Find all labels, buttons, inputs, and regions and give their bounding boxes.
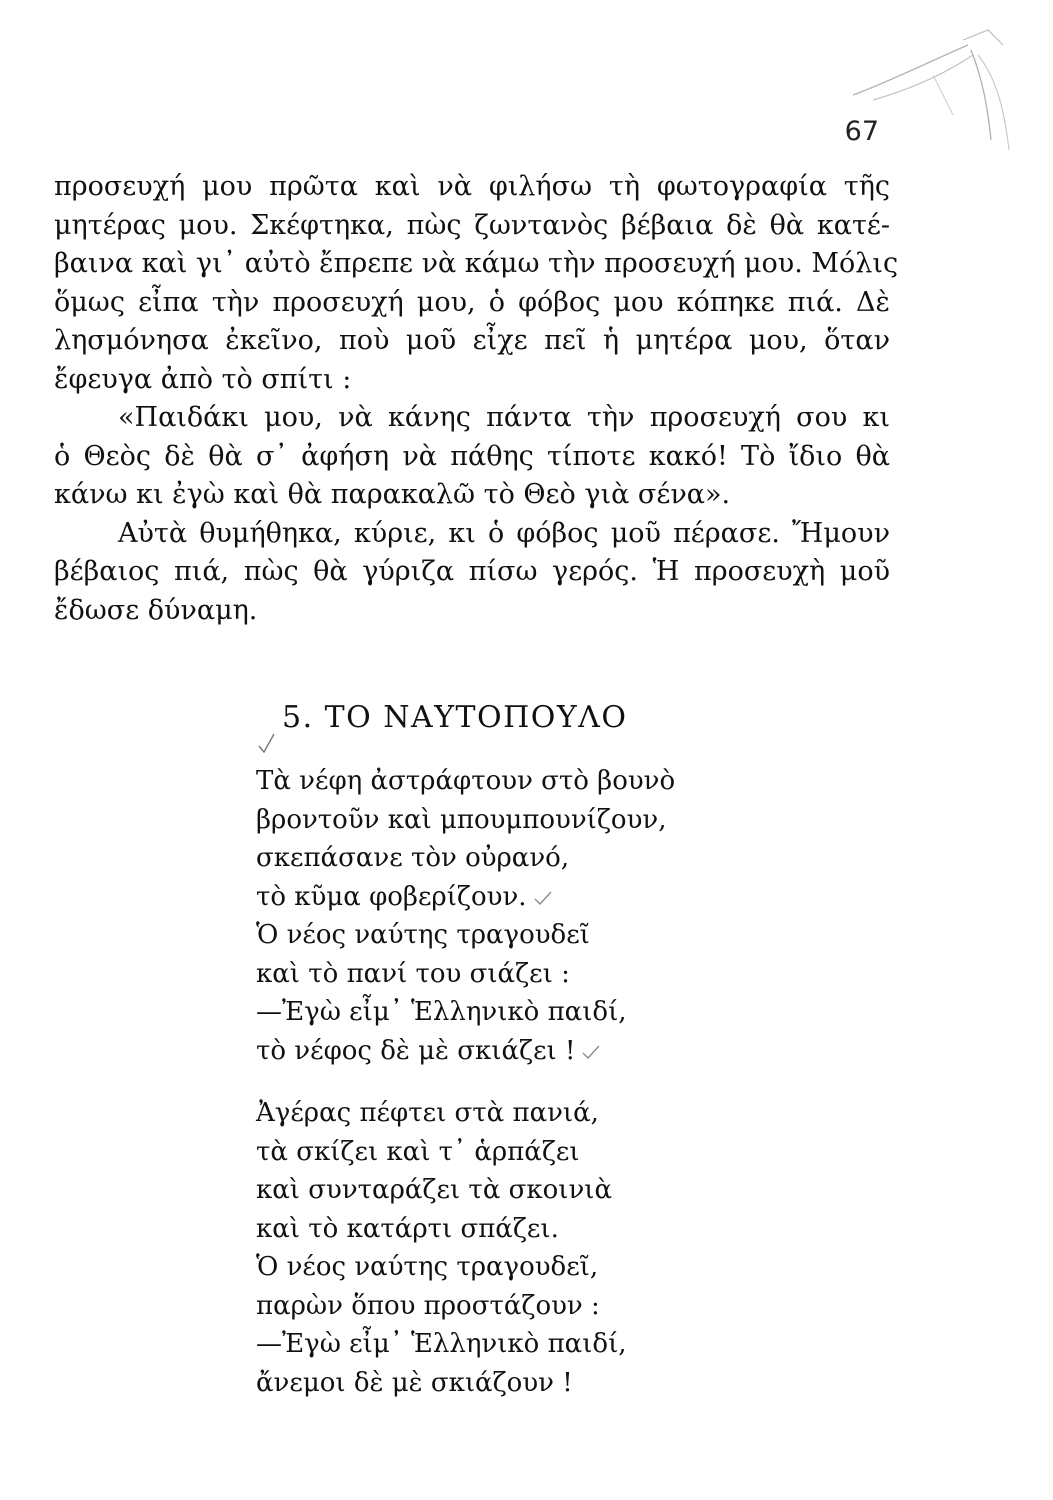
prose-line: ὁ Θεὸς δὲ θὰ σ᾽ ἀφήση νὰ πάθης τίποτε κακό! Τὸ ἴδιο θὰ [54, 440, 890, 472]
poem-line-text: Ὁ νέος ναύτης τραγουδεῖ [256, 920, 590, 950]
poem-line [256, 762, 675, 801]
prose-line: «Παιδάκι μου, νὰ κάνης πάντα τὴν προσευχή σου κι [118, 402, 890, 433]
poem-line [256, 1032, 675, 1071]
poem-line-text: Ἀγέρας πέφτει στὰ πανιά, [256, 1098, 599, 1128]
stanza-divider [256, 1070, 675, 1094]
poem-line-text: —Ἐγὼ εἶμ᾽ Ἑλληνικὸ παιδί, [256, 1329, 627, 1359]
poem-line-text: παρὼν ὅπου προστάζουν : [256, 1290, 600, 1321]
poem-line [256, 1364, 675, 1403]
poem-line [256, 801, 675, 840]
poem-line [256, 916, 675, 955]
poem-title: 5. ΤΟ ΝΑΥΤΟΠΟΥΛΟ [282, 700, 628, 735]
prose-line: κάνω κι ἐγὼ καὶ θὰ παρακαλῶ τὸ Θεὸ γιὰ σένα». [54, 479, 731, 510]
prose-line: μητέρας μου. Σκέφτηκα, πὼς ζωντανὸς βέβαια δὲ θὰ κατέ- [54, 209, 890, 241]
prose-line: ἔφευγα ἀπὸ τὸ σπίτι : [54, 363, 352, 395]
prose-line: ἔδωσε δύναμη. [54, 594, 258, 626]
checkmark-icon [256, 728, 278, 756]
poem-line [256, 955, 675, 994]
poem-line [256, 1325, 675, 1364]
page-number: 67 [844, 116, 879, 147]
checkmark-icon [533, 889, 553, 907]
poem-line-text: τὸ νέφος δὲ μὲ σκιάζει ! [256, 1035, 576, 1066]
poem-line-text: σκεπάσανε τὸν οὐρανό, [256, 843, 570, 873]
poem-line [256, 839, 675, 878]
prose-line: προσευχή μου πρῶτα καὶ νὰ φιλήσω τὴ φωτογραφία τῆς [54, 171, 890, 202]
poem-line-text: καὶ τὸ κατάρτι σπάζει. [256, 1213, 559, 1244]
poem-line [256, 1287, 675, 1326]
poem-body [256, 762, 675, 1402]
poem-line-text: καὶ τὸ πανί του σιάζει : [256, 958, 570, 989]
poem-line [256, 878, 675, 917]
poem-line-text: Ὁ νέος ναύτης τραγουδεῖ, [256, 1252, 599, 1282]
poem-line [256, 1094, 675, 1133]
poem-line [256, 1210, 675, 1249]
checkmark-icon [581, 1043, 601, 1061]
prose-line: ὅμως εἶπα τὴν προσευχή μου, ὁ φόβος μου κόπηκε πιά. Δὲ [54, 286, 890, 318]
pencil-sketch-mark [813, 20, 1013, 160]
poem-line [256, 1171, 675, 1210]
poem-line-text: καὶ συνταράζει τὰ σκοινιὰ [256, 1175, 613, 1205]
poem-stanza-2 [256, 1094, 675, 1402]
prose-line: βέβαιος πιά, πὼς θὰ γύριζα πίσω γερός. Ἡ προσευχὴ μοῦ [54, 556, 890, 587]
poem-line [256, 1248, 675, 1287]
prose-line: λησμόνησα ἐκεῖνο, ποὺ μοῦ εἶχε πεῖ ἡ μητέρα μου, ὅταν [54, 325, 890, 356]
prose-line: Αὐτὰ θυμήθηκα, κύριε, κι ὁ φόβος μοῦ πέρασε. Ἤμουν [118, 517, 890, 549]
prose-line: βαινα καὶ γι᾽ αὐτὸ ἔπρεπε νὰ κάμω τὴν προσευχή μου. Μόλις [54, 248, 899, 279]
poem-line-text: βροντοῦν καὶ μπουμπουνίζουν, [256, 804, 667, 835]
poem-line-text: τὸ κῦμα φοβερίζουν. [256, 881, 527, 912]
prose-paragraphs [54, 168, 899, 630]
poem-line [256, 993, 675, 1032]
poem-line-text: Τὰ νέφη ἀστράφτουν στὸ βουνὸ [256, 766, 676, 796]
poem-stanza-1 [256, 762, 675, 1070]
poem-line-text: ἄνεμοι δὲ μὲ σκιάζουν ! [256, 1367, 573, 1398]
poem-line [256, 1133, 675, 1172]
poem-line-text: —Ἐγὼ εἶμ᾽ Ἑλληνικὸ παιδί, [256, 997, 627, 1027]
poem-line-text: τὰ σκίζει καὶ τ᾽ ἁρπάζει [256, 1136, 580, 1167]
